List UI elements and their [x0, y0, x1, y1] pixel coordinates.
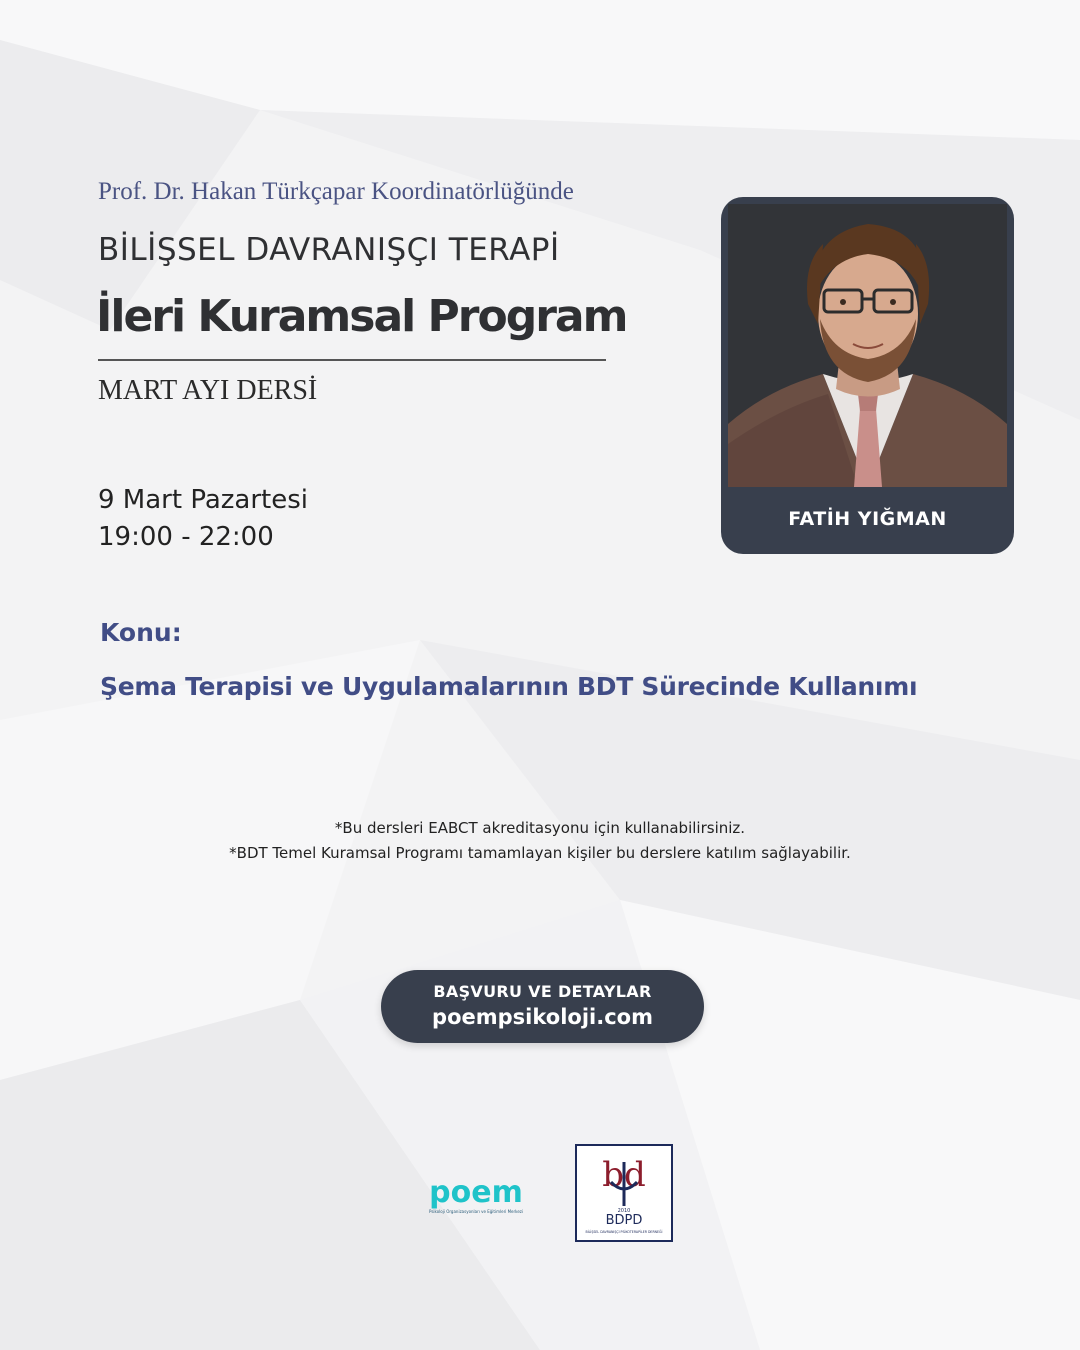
bdpd-monogram: bd	[602, 1155, 646, 1195]
website-link[interactable]: poempsikoloji.com	[432, 1005, 653, 1029]
program-subtitle: BİLİŞSEL DAVRANIŞÇI TERAPİ	[98, 232, 560, 268]
bdpd-wordmark: BDPD	[605, 1213, 643, 1228]
topic-title: Şema Terapisi ve Uygulamalarının BDT Sürecinde Kullanımı	[100, 672, 918, 701]
title-divider	[98, 359, 606, 361]
speaker-photo	[728, 204, 1007, 487]
bdpd-year: 2010	[617, 1208, 631, 1214]
poem-tagline: Psikoloji Organizasyonları ve Eğitimleri Merkezi	[429, 1209, 523, 1214]
notes-block	[0, 816, 1080, 866]
bdpd-logo	[575, 1144, 673, 1242]
month-label: MART AYI DERSİ	[98, 375, 318, 406]
speaker-card	[721, 197, 1014, 554]
coordinator-line: Prof. Dr. Hakan Türkçapar Koordinatörlüğünde	[98, 178, 574, 205]
note-item: *Bu dersleri EABCT akreditasyonu için kullanabilirsiniz.	[334, 819, 746, 837]
speaker-name: FATİH YIĞMAN	[788, 508, 947, 530]
apply-button-label: BAŞVURU VE DETAYLAR	[433, 982, 652, 1001]
apply-details-button[interactable]	[381, 970, 704, 1043]
bdpd-tagline: BİLİŞSEL DAVRANIŞÇI PSİKOTERAPİLER DERNEĞİ	[585, 1230, 663, 1234]
event-time: 19:00 - 22:00	[98, 522, 274, 552]
topic-label: Konu:	[100, 618, 182, 647]
poem-logo	[416, 1176, 536, 1216]
note-item: *BDT Temel Kuramsal Programı tamamlayan kişiler bu derslere katılım sağlayabilir.	[229, 844, 851, 862]
program-title: İleri Kuramsal Program	[96, 291, 627, 342]
poem-wordmark: poem	[429, 1176, 523, 1210]
event-date: 9 Mart Pazartesi	[98, 485, 308, 515]
